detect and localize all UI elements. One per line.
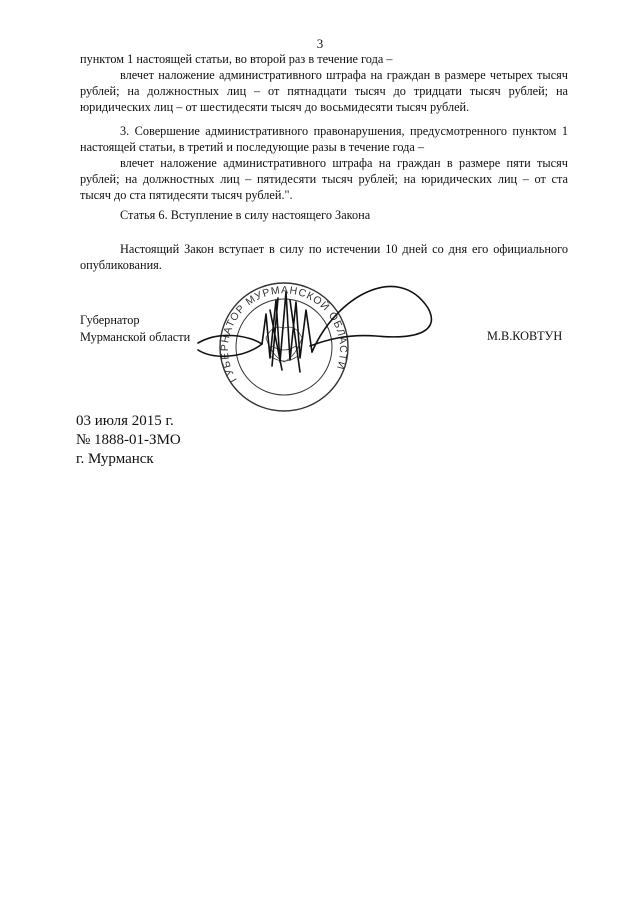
paragraph-2: влечет наложение административного штрафа на граждан в размере четырех тысяч рублей; на должностных лиц – от пятнадцати тысяч до тридцати тысяч рублей; на юридических лиц – от шестидесяти тысяч до восьмидесяти тысяч рублей. xyxy=(80,68,568,114)
article-heading: Статья 6. Вступление в силу настоящего Закона xyxy=(120,208,371,222)
position-line-1: Губернатор xyxy=(80,313,140,327)
signatory-name: М.В.КОВТУН xyxy=(487,329,563,343)
article-text: Настоящий Закон вступает в силу по истечении 10 дней со дня его официального опубликования. xyxy=(80,242,568,272)
page-number: 3 xyxy=(316,36,324,51)
paragraph-1: пунктом 1 настоящей статьи, во второй раз в течение года – xyxy=(80,52,393,66)
seal-text: ГУБЕРНАТОР МУРМАНСКОЙ ОБЛАСТИ xyxy=(218,284,350,385)
position-line-2: Мурманской области xyxy=(80,330,191,344)
document-city: г. Мурманск xyxy=(76,451,154,467)
document-date: 03 июля 2015 г. xyxy=(76,413,174,429)
paragraph-3: 3. Совершение административного правонарушения, предусмотренного пунктом 1 настоящей статьи, в третий и последующие разы в течение года – xyxy=(80,124,568,154)
document-number: № 1888-01-ЗМО xyxy=(76,432,181,448)
document-footer xyxy=(76,412,181,469)
paragraph-4: влечет наложение административного штрафа на граждан в размере пяти тысяч рублей; на должностных лиц – пятидесяти тысяч рублей; на юридических лиц – от ста тысяч до ста пятидесяти тысяч рублей.". xyxy=(80,156,568,202)
official-seal xyxy=(219,283,349,411)
